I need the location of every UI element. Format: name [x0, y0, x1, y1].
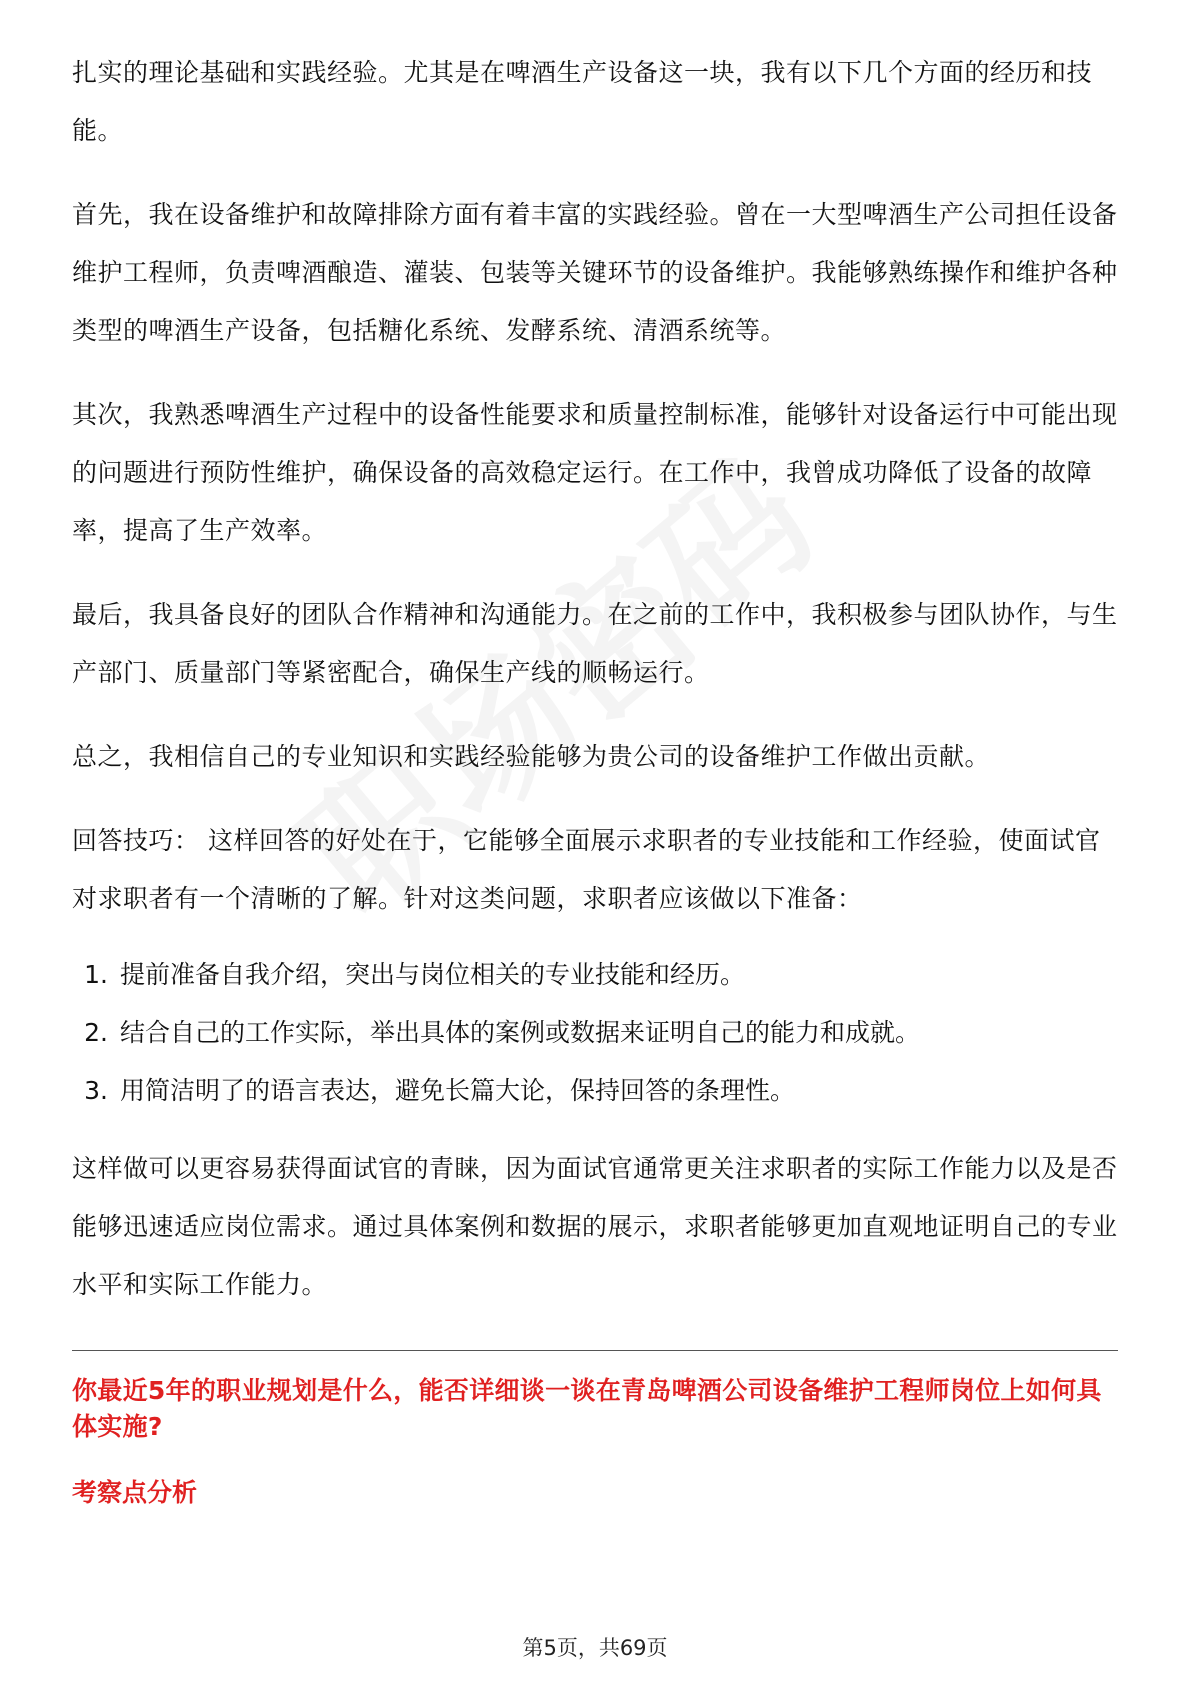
section-divider: [72, 1350, 1118, 1351]
preparation-list: [72, 946, 1118, 1120]
paragraph-closing: 这样做可以更容易获得面试官的青睐，因为面试官通常更关注求职者的实际工作能力以及是否能够迅速适应岗位需求。通过具体案例和数据的展示，求职者能够更加直观地证明自己的专业水平和实际工作能力。: [72, 1154, 1118, 1299]
section-heading: 考察点分析: [72, 1478, 198, 1507]
list-item-number: 1.: [84, 960, 108, 989]
paragraph-last: 最后，我具备良好的团队合作精神和沟通能力。在之前的工作中，我积极参与团队协作，与生产部门、质量部门等紧密配合，确保生产线的顺畅运行。: [72, 600, 1118, 687]
list-item: [72, 1062, 1118, 1120]
list-item-number: 3.: [84, 1076, 108, 1105]
list-item-text: 结合自己的工作实际，举出具体的案例或数据来证明自己的能力和成就。: [120, 1018, 921, 1047]
paragraph-summary: 总之，我相信自己的专业知识和实践经验能够为贵公司的设备维护工作做出贡献。: [72, 742, 991, 771]
interview-question: 你最近5年的职业规划是什么，能否详细谈一谈在青岛啤酒公司设备维护工程师岗位上如何具体实施?: [72, 1376, 1102, 1441]
list-item: [72, 946, 1118, 1004]
page-footer: 第5页，共69页: [522, 1636, 668, 1660]
list-item-number: 2.: [84, 1018, 108, 1047]
document-body: [72, 44, 1118, 1511]
list-item-text: 提前准备自我介绍，突出与岗位相关的专业技能和经历。: [120, 960, 746, 989]
paragraph-intro: 扎实的理论基础和实践经验。尤其是在啤酒生产设备这一块，我有以下几个方面的经历和技能。: [72, 58, 1093, 145]
paragraph-tips: 回答技巧： 这样回答的好处在于，它能够全面展示求职者的专业技能和工作经验，使面试官对求职者有一个清晰的了解。针对这类问题，求职者应该做以下准备：: [72, 826, 1101, 913]
paragraph-second: 其次，我熟悉啤酒生产过程中的设备性能要求和质量控制标准，能够针对设备运行中可能出现的问题进行预防性维护，确保设备的高效稳定运行。在工作中，我曾成功降低了设备的故障率，提高了生产效率。: [72, 400, 1118, 545]
paragraph-first: 首先，我在设备维护和故障排除方面有着丰富的实践经验。曾在一大型啤酒生产公司担任设备维护工程师，负责啤酒酿造、灌装、包装等关键环节的设备维护。我能够熟练操作和维护各种类型的啤酒生产设备，包括糖化系统、发酵系统、清酒系统等。: [72, 200, 1118, 345]
list-item-text: 用简洁明了的语言表达，避免长篇大论，保持回答的条理性。: [120, 1076, 796, 1105]
list-item: [72, 1004, 1118, 1062]
